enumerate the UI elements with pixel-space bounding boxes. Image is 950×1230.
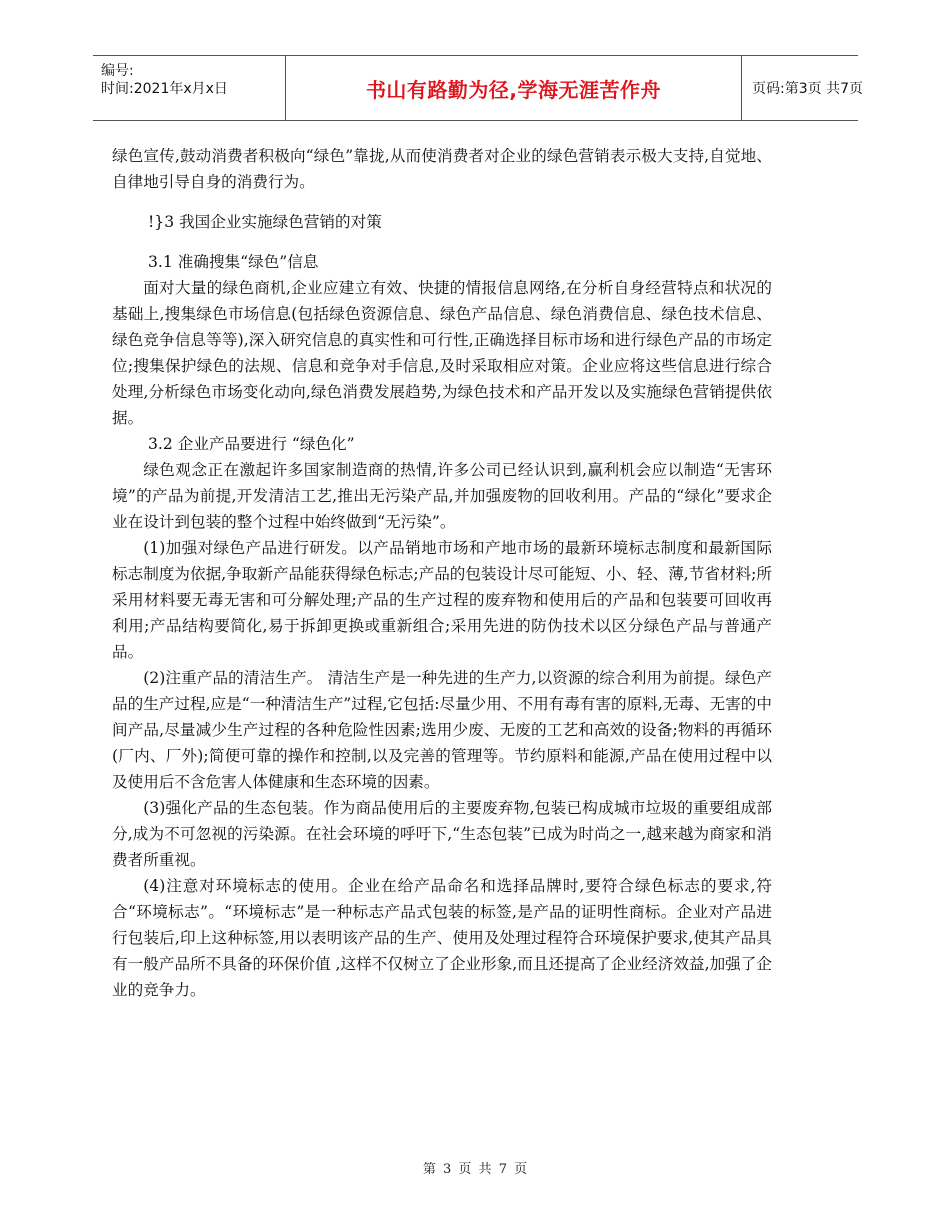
- document-time-label: 时间:2021年x月x日: [101, 81, 228, 97]
- header-meta-cell: [93, 56, 286, 120]
- paragraph-item-1: (1)加强对绿色产品进行研发。以产品销地市场和产地市场的最新环境标志制度和最新国际标志制度为依据,争取新产品能获得绿色标志;产品的包装设计尽可能短、小、轻、薄,节省材料;所采用材料要无毒无害和可分解处理;产品的生产过程的废弃物和使用后的产品和包装要可回收再利用;产品结构要简化,易于拆卸更换或重新组合;采用先进的防伪技术以区分绿色产品与普通产品。: [112, 539, 772, 661]
- page-header: [93, 55, 863, 121]
- header-motto-cell: [286, 56, 742, 120]
- header-motto: 书山有路勤为径,学海无涯苦作舟: [365, 77, 662, 102]
- paragraph-item-4: (4)注意对环境标志的使用。企业在给产品命名和选择品牌时,要符合绿色标志的要求,符合“环境标志”。“环境标志”是一种标志产品式包装的标签,是产品的证明性商标。企业对产品进行包装后,印上这种标签,用以表明该产品的生产、使用及处理过程符合环境保护要求,使其产品具有一般产品所不具备的环保价值 ,这样不仅树立了企业形象,而且还提高了企业经济效益,加强了企业的竞争力。: [112, 877, 772, 999]
- paragraph-3-1: 面对大量的绿色商机,企业应建立有效、快捷的情报信息网络,在分析自身经营特点和状况的基础上,搜集绿色市场信息(包括绿色资源信息、绿色产品信息、绿色消费信息、绿色技术信息、绿色竞争信息等等),深入研究信息的真实性和可行性,正确选择目标市场和进行绿色产品的市场定位;搜集保护绿色的法规、信息和竞争对手信息,及时采取相应对策。企业应将这些信息进行综合处理,分析绿色市场变化动向,绿色消费发展趋势,为绿色技术和产品开发以及实施绿色营销提供依据。: [112, 279, 772, 427]
- page-footer: 第 3 页 共 7 页: [422, 1162, 528, 1177]
- document-number-label: 编号:: [101, 63, 134, 79]
- header-page-cell: [742, 56, 863, 120]
- paragraph-item-2: (2)注重产品的清洁生产。 清洁生产是一种先进的生产力,以资源的综合利用为前提。绿色产品的生产过程,应是“一种清洁生产”过程,它包括:尽量少用、不用有毒有害的原料,无毒、无害的中间产品,尽量减少生产过程的各种危险性因素;选用少废、无废的工艺和高效的设备;物料的再循环(厂内、厂外);简便可靠的操作和控制,以及完善的管理等。节约原料和能源,产品在使用过程中以及使用后不含危害人体健康和生态环境的因素。: [112, 669, 772, 791]
- subsection-heading-3-1: 3.1 准确搜集“绿色”信息: [148, 253, 319, 271]
- header-page-number: 页码:第3页 共7页: [752, 81, 863, 97]
- paragraph-3-2: 绿色观念正在激起许多国家制造商的热情,许多公司已经认识到,赢利机会应以制造“无害环境”的产品为前提,开发清洁工艺,推出无污染产品,并加强废物的回收利用。产品的“绿化”要求企业在设计到包装的整个过程中始终做到“无污染”。: [112, 461, 772, 531]
- intro-paragraph: 绿色宣传,鼓动消费者积极向“绿色”靠拢,从而使消费者对企业的绿色营销表示极大支持,自觉地、自律地引导自身的消费行为。: [112, 147, 772, 191]
- section-heading: !}3 我国企业实施绿色营销的对策: [148, 213, 382, 231]
- document-body: [112, 143, 772, 1003]
- subsection-heading-3-2: 3.2 企业产品要进行 “绿色化”: [148, 435, 355, 453]
- paragraph-item-3: (3)强化产品的生态包装。作为商品使用后的主要废弃物,包装已构成城市垃圾的重要组成部分,成为不可忽视的污染源。在社会环境的呼吁下,“生态包装”已成为时尚之一,越来越为商家和消费者所重视。: [112, 799, 772, 869]
